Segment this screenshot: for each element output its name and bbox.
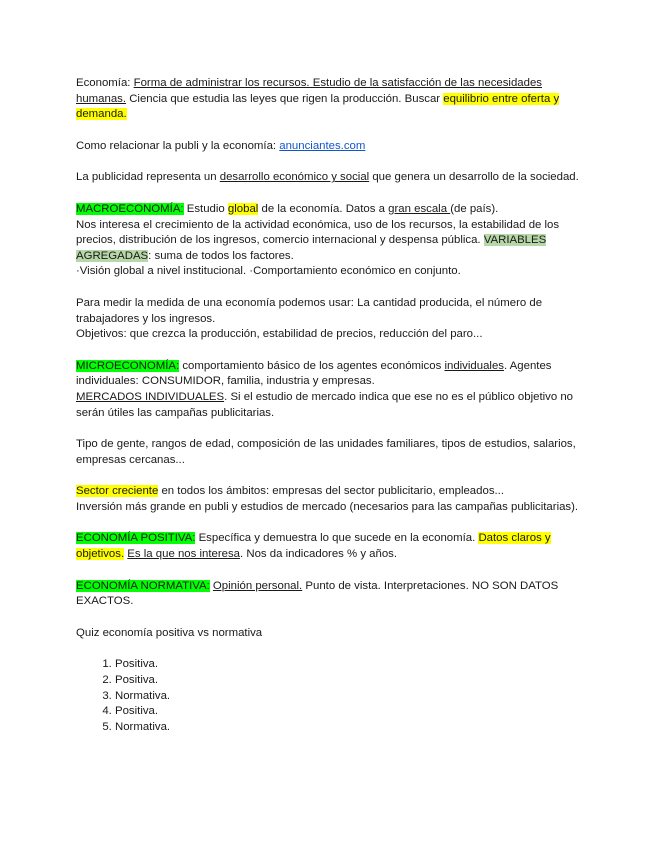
macroeconomia-heading: MACROECONOMÍA: [76, 202, 184, 215]
paragraph-publicidad [76, 170, 582, 186]
economia-normativa-heading: ECONOMÍA NORMATIVA: [76, 579, 210, 592]
micro-text-b: . Agentes individuales: CONSUMIDOR, familia, industria y empresas. [76, 359, 552, 388]
positiva-text-a: Específica y demuestra lo que sucede en la economía. [195, 532, 479, 545]
individuales-underline: individuales [444, 359, 504, 372]
paragraph-microeconomia [76, 359, 582, 390]
datos-claros-highlight: Datos claros y objetivos. [76, 532, 551, 561]
list-item: 2. Positiva. [115, 673, 582, 689]
paragraph-economia-positiva [76, 531, 582, 562]
economia-label: Economía: [76, 77, 134, 89]
economia-positiva-heading: ECONOMÍA POSITIVA: [76, 532, 196, 545]
anunciantes-link[interactable]: anunciantes.com [279, 139, 366, 152]
list-item: 3. Normativa. [115, 689, 582, 705]
paragraph-objetivos: Objetivos: que crezca la producción, estabilidad de precios, reducción del paro... [76, 328, 483, 341]
paragraph-sector [76, 484, 582, 500]
publicidad-text-c: que genera un desarrollo de la sociedad. [369, 171, 579, 184]
nos-interesa-underline: Es la que nos interesa [127, 548, 241, 561]
paragraph-economia-normativa [76, 579, 582, 610]
mercados-text: . Si el estudio de mercado indica que ese no es el público objetivo no serán útiles las campañas publicitarias. [76, 390, 574, 419]
desarrollo-underline: desarrollo económico y social [219, 171, 370, 184]
paragraph-macro-interes [76, 218, 582, 265]
publicidad-text-a: La publicidad representa un [76, 171, 220, 184]
paragraph-publi-economia [76, 139, 582, 155]
paragraph-economia-definition [76, 76, 582, 123]
economia-text: Ciencia que estudia las leyes que rigen la producción. Buscar [126, 92, 444, 105]
paragraph-inversion: Inversión más grande en publi y estudios de mercado (necesarios para las campañas publicitarias). [76, 500, 579, 513]
document-body [76, 76, 582, 735]
macro-suma-text: : suma de todos los factores. [148, 249, 294, 262]
macro-interes-text: Nos interesa el crecimiento de la actividad económica, uso de los recursos, la estabilidad de los precios, distribución de los ingresos, comercio internacional y despensa pública. [76, 218, 560, 247]
list-item: 5. Normativa. [115, 720, 582, 736]
gran-escala-underline: gran escala [388, 202, 451, 215]
sector-text: en todos los ámbitos: empresas del sector publicitario, empleados... [158, 485, 505, 498]
quiz-title: Quiz economía positiva vs normativa [76, 626, 263, 639]
highlight-equilibrio: equilibrio entre oferta y demanda. [76, 92, 560, 121]
paragraph-medir: Para medir la medida de una economía podemos usar: La cantidad producida, el número de trabajadores y los ingresos. [76, 296, 543, 325]
sector-creciente-highlight: Sector creciente [76, 485, 159, 498]
micro-text-a: comportamiento básico de los agentes económicos [179, 359, 445, 372]
paragraph-macroeconomia [76, 202, 582, 218]
paragraph-tipo-gente: Tipo de gente, rangos de edad, composición de las unidades familiares, tipos de estudios, salarios, empresas cercanas... [76, 438, 576, 466]
microeconomia-heading: MICROECONOMÍA: [76, 359, 180, 372]
list-item: 4. Positiva. [115, 704, 582, 720]
positiva-text-b: . Nos da indicadores % y años. [240, 548, 398, 561]
economia-definition: Forma de administrar los recursos. Estudio de la satisfacción de las necesidades humanas. [76, 77, 542, 105]
list-item: 1. Positiva. [115, 657, 582, 673]
opinion-personal-underline: Opinión personal. [212, 579, 303, 592]
quiz-answer-list [76, 657, 582, 735]
mercados-individuales-underline: MERCADOS INDIVIDUALES [76, 390, 225, 403]
highlight-global: global [227, 202, 259, 215]
macro-text-b: de la economía. Datos a [258, 202, 389, 215]
normativa-text: Punto de vista. Interpretaciones. NO SON DATOS EXACTOS. [76, 579, 559, 608]
variables-agregadas-highlight: VARIABLES AGREGADAS [76, 234, 547, 262]
macro-text-a: Estudio [183, 202, 228, 215]
macro-vision-global: ·Visión global a nivel institucional. ·Comportamiento económico en conjunto. [76, 265, 461, 278]
publi-economia-text: Como relacionar la publi y la economía: [76, 139, 280, 152]
macro-text-c: (de país). [450, 202, 499, 215]
paragraph-mercados [76, 390, 582, 421]
